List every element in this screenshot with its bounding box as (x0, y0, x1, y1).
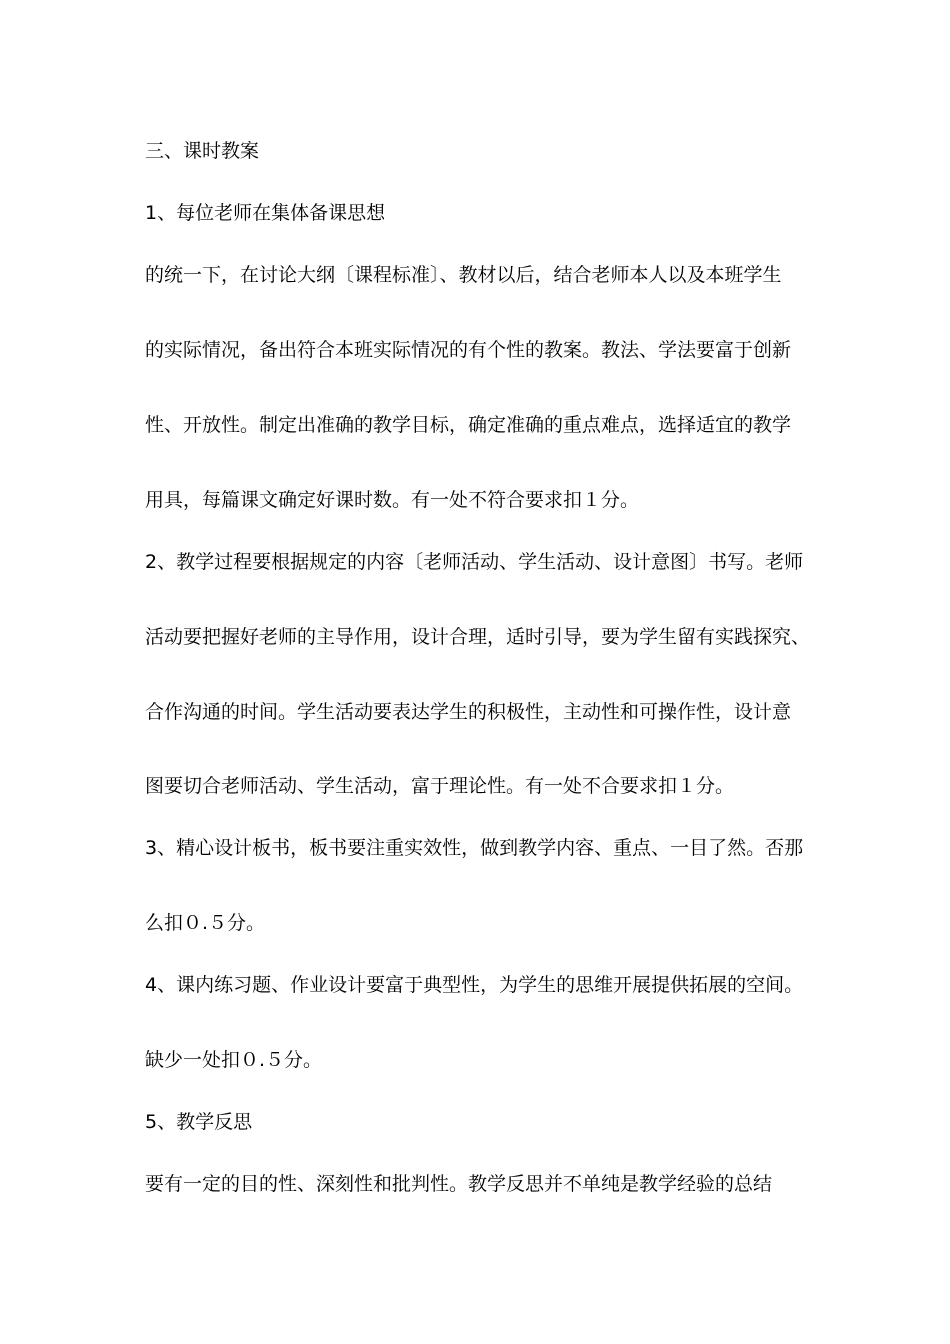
paragraph-line: 的实际情况，备出符合本班实际情况的有个性的教案。教法、学法要富于创新 (145, 339, 792, 361)
paragraph-line: 3、精心设计板书，板书要注重实效性，做到教学内容、重点、一目了然。否那 (145, 837, 804, 859)
section-heading: 三、课时教案 (145, 140, 260, 162)
paragraph-line: 1、每位老师在集体备课思想 (145, 202, 386, 224)
paragraph-line: 用具，每篇课文确定好课时数。有一处不符合要求扣１分。 (145, 489, 640, 511)
paragraph-line: 的统一下，在讨论大纲〔课程标准〕、教材以后，结合老师本人以及本班学生 (145, 264, 782, 286)
paragraph-line: 要有一定的目的性、深刻性和批判性。教学反思并不单纯是教学经验的总结 (145, 1173, 773, 1195)
paragraph-line: 4、课内练习题、作业设计要富于典型性，为学生的思维开展提供拓展的空间。 (145, 974, 804, 996)
paragraph-line: 合作沟通的时间。学生活动要表达学生的积极性，主动性和可操作性，设计意 (145, 701, 792, 723)
paragraph-line: 活动要把握好老师的主导作用，设计合理，适时引导，要为学生留有实践探究、 (145, 626, 811, 648)
paragraph-line: 2、教学过程要根据规定的内容〔老师活动、学生活动、设计意图〕书写。老师 (145, 551, 804, 573)
paragraph-line: 缺少一处扣０.５分。 (145, 1049, 323, 1071)
paragraph-line: 图要切合老师活动、学生活动，富于理论性。有一处不合要求扣１分。 (145, 775, 735, 797)
paragraph-line: 么扣０.５分。 (145, 912, 266, 934)
paragraph-line: 性、开放性。制定出准确的教学目标，确定准确的重点难点，选择适宜的教学 (145, 414, 792, 436)
paragraph-line: 5、教学反思 (145, 1111, 253, 1133)
